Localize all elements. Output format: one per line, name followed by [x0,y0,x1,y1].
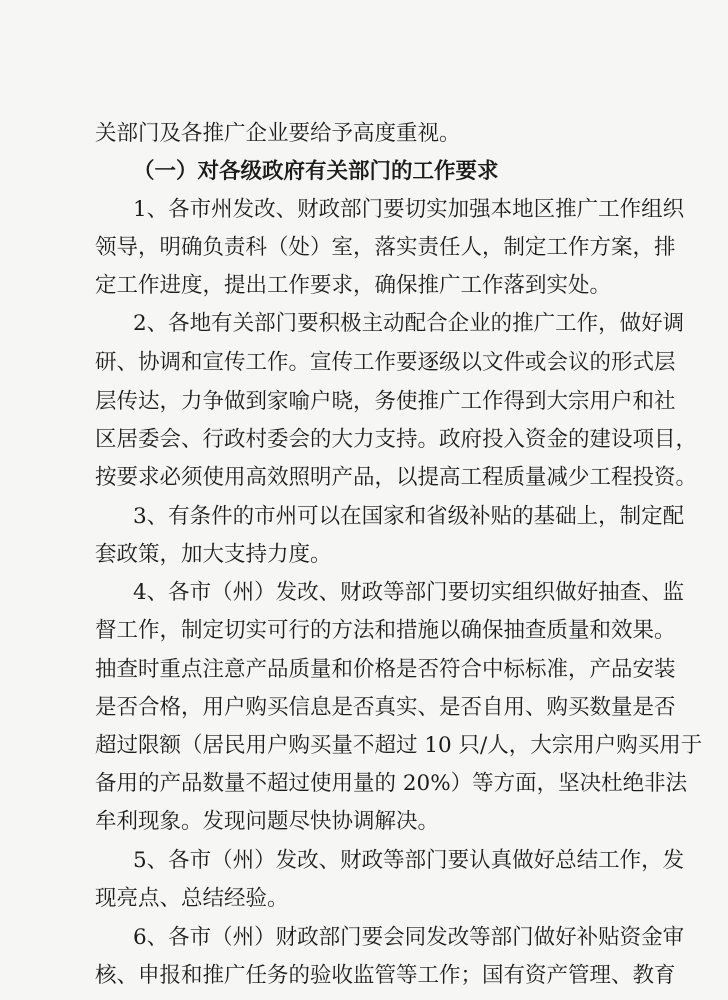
paragraph-line: 核、申报和推广任务的验收监管等工作；国有资产管理、教育 [95,963,676,988]
paragraph-line: 定工作进度，提出工作要求，确保推广工作落到实处。 [95,273,612,298]
section-heading: （一）对各级政府有关部门的工作要求 [133,159,499,184]
paragraph-line: 6、各市（州）财政部门要会同发改等部门做好补贴资金审 [133,925,685,950]
paragraph-line: 抽查时重点注意产品质量和价格是否符合中标标准，产品安装 [95,657,676,682]
paragraph-line: 2、各地有关部门要积极主动配合企业的推广工作，做好调 [133,311,685,336]
paragraph-line: 关部门及各推广企业要给予高度重视。 [95,121,461,146]
paragraph-line: 按要求必须使用高效照明产品，以提高工程质量减少工程投资。 [95,465,698,490]
paragraph-line: 备用的产品数量不超过使用量的 20%）等方面，坚决杜绝非法 [95,771,688,796]
paragraph-line: 5、各市（州）发改、财政等部门要认真做好总结工作，发 [133,848,685,873]
paragraph-line: 3、有条件的市州可以在国家和省级补贴的基础上，制定配 [133,504,685,529]
paragraph-line: 区居委会、行政村委会的大力支持。政府投入资金的建设项目， [95,427,698,452]
paragraph-line: 研、协调和宣传工作。宣传工作要逐级以文件或会议的形式层 [95,350,676,375]
paragraph-line: 现亮点、总结经验。 [95,886,289,911]
paragraph-line: 督工作，制定切实可行的方法和措施以确保抽查质量和效果。 [95,618,676,643]
paragraph-line: 层传达，力争做到家喻户晓，务使推广工作得到大宗用户和社 [95,389,676,414]
paragraph-line: 是否合格，用户购买信息是否真实、是否自用、购买数量是否 [95,695,676,720]
paragraph-line: 超过限额（居民用户购买量不超过 10 只/人，大宗用户购买用于 [95,733,703,758]
paragraph-line: 套政策，加大支持力度。 [95,542,332,567]
paragraph-line: 4、各市（州）发改、财政等部门要切实组织做好抽查、监 [133,580,685,605]
paragraph-line: 牟利现象。发现问题尽快协调解决。 [95,809,440,834]
paragraph-line: 1、各市州发改、财政部门要切实加强本地区推广工作组织 [133,197,685,222]
paragraph-line: 领导，明确负责科（处）室，落实责任人，制定工作方案，排 [95,235,676,260]
